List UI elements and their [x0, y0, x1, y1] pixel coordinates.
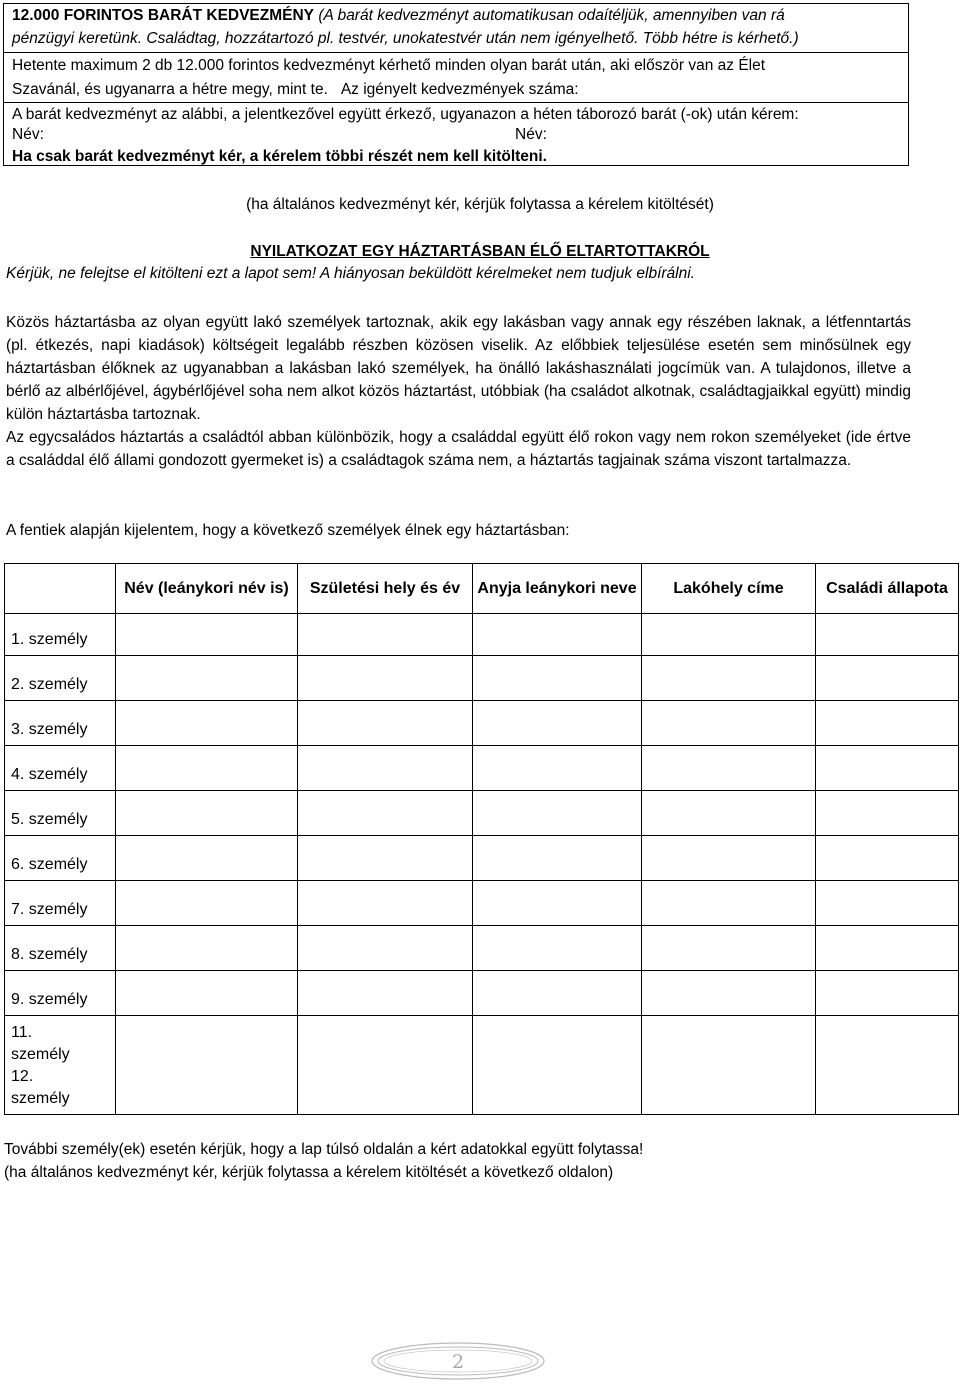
table-row [5, 836, 959, 881]
friend-discount-rule-row [4, 53, 908, 103]
page-number-frame [369, 1340, 547, 1382]
address-cell[interactable] [642, 791, 816, 836]
table-header-row [5, 564, 959, 614]
table-row [5, 881, 959, 926]
mother-cell[interactable] [473, 1016, 642, 1115]
continue-note: (ha általános kedvezményt kér, kérjük folytassa a kérelem kitöltését) [246, 196, 714, 213]
name-cell[interactable] [116, 1016, 298, 1115]
birth-cell[interactable] [298, 971, 473, 1016]
birth-cell[interactable] [298, 881, 473, 926]
address-cell[interactable] [642, 656, 816, 701]
mother-cell[interactable] [473, 791, 642, 836]
friend-name-label-1: Név: [12, 126, 44, 143]
address-cell[interactable] [642, 614, 816, 656]
declaration-heading: NYILATKOZAT EGY HÁZTARTÁSBAN ÉLŐ ELTARTOTTAKRÓL [250, 243, 710, 260]
row-label: 8. személy [5, 926, 116, 971]
header-empty [5, 564, 116, 614]
mother-cell[interactable] [473, 926, 642, 971]
row-label: 2. személy [5, 656, 116, 701]
name-cell[interactable] [116, 881, 298, 926]
status-cell[interactable] [816, 836, 959, 881]
name-cell[interactable] [116, 614, 298, 656]
birth-cell[interactable] [298, 791, 473, 836]
status-cell[interactable] [816, 971, 959, 1016]
name-cell[interactable] [116, 746, 298, 791]
row-label: 4. személy [5, 746, 116, 791]
household-definition [6, 311, 911, 472]
address-cell[interactable] [642, 701, 816, 746]
status-cell[interactable] [816, 614, 959, 656]
status-cell[interactable] [816, 1016, 959, 1115]
address-cell[interactable] [642, 881, 816, 926]
status-cell[interactable] [816, 701, 959, 746]
table-row [5, 701, 959, 746]
household-paragraph-2: Az egycsaládos háztartás a családtól abban különbözik, hogy a családdal együtt élő rokon vagy nem rokon személyeket (ide értve a családdal élő állami gondozott gyermeket is) a családtagok száma nem, a háztartás tagjainak száma viszont tartalmazza. [6, 429, 911, 469]
status-cell[interactable] [816, 746, 959, 791]
address-cell[interactable] [642, 1016, 816, 1115]
birth-cell[interactable] [298, 1016, 473, 1115]
mother-cell[interactable] [473, 656, 642, 701]
friend-discount-rule: Hetente maximum 2 db 12.000 forintos kedvezményt kérhető minden olyan barát után, aki először van az Élet [12, 57, 766, 74]
name-cell[interactable] [116, 656, 298, 701]
table-row [5, 614, 959, 656]
birth-cell[interactable] [298, 926, 473, 971]
name-cell[interactable] [116, 971, 298, 1016]
friend-discount-box [3, 3, 909, 166]
status-cell[interactable] [816, 926, 959, 971]
address-cell[interactable] [642, 746, 816, 791]
page-number-ornament [369, 1340, 547, 1382]
birth-cell[interactable] [298, 656, 473, 701]
mother-cell[interactable] [473, 836, 642, 881]
household-paragraph-1: Közös háztartásba az olyan együtt lakó személyek tartoznak, akik egy lakásban vagy annak egy részében laknak, a létfenntartás (pl. étkezés, napi kiadások) költségeit legalább részben közösen viselik. Az előbbiek teljesülése esetén sem minősülnek egy háztartásban élőknek az ugyanabban a lakásban lakó személyek, ha önálló lakáshasználati jogcímük van. A tulajdonos, illetve a bérlő az albérlőjével, ágybérlőjével soha nem alkot közös háztartást, utóbbiak (ha családot alkotnak, családtagjaikkal együtt) mindig külön háztartásba tartoznak. [6, 314, 911, 423]
status-cell[interactable] [816, 656, 959, 701]
header-name: Név (leánykori név is) [116, 564, 298, 614]
friend-discount-title-row [4, 4, 908, 53]
birth-cell[interactable] [298, 836, 473, 881]
footer-continue-note: (ha általános kedvezményt kér, kérjük folytassa a kérelem kitöltését a következő oldalon) [4, 1164, 614, 1181]
friend-discount-note-cont: pénzügyi keretünk. Családtag, hozzátartozó pl. testvér, unokatestvér után nem igényelhető. Több hétre is kérhető.) [12, 30, 799, 47]
declaration-statement: A fentiek alapján kijelentem, hogy a következő személyek élnek egy háztartásban: [6, 522, 570, 539]
friend-discount-note: (A barát kedvezményt automatikusan odaítéljük, amennyiben van rá [314, 7, 785, 24]
address-cell[interactable] [642, 971, 816, 1016]
status-cell[interactable] [816, 881, 959, 926]
name-cell[interactable] [116, 701, 298, 746]
name-cell[interactable] [116, 791, 298, 836]
row-label: 6. személy [5, 836, 116, 881]
friend-discount-title: 12.000 FORINTOS BARÁT KEDVEZMÉNY [12, 7, 315, 24]
friend-name-label-2: Név: [515, 126, 547, 143]
mother-cell[interactable] [473, 746, 642, 791]
table-row [5, 791, 959, 836]
household-members-table [4, 563, 958, 1120]
birth-cell[interactable] [298, 701, 473, 746]
table-row [5, 1016, 959, 1115]
header-marital-status: Családi állapota [816, 564, 959, 614]
friend-names-row [4, 103, 908, 165]
friend-request-text: A barát kedvezményt az alábbi, a jelentkezővel együtt érkező, ugyanazon a héten táborozó barát (-ok) után kérem: [12, 106, 799, 123]
name-cell[interactable] [116, 926, 298, 971]
header-birth: Születési hely és év [298, 564, 473, 614]
header-mother-name: Anyja leánykori neve [473, 564, 642, 614]
friend-only-note: Ha csak barát kedvezményt kér, a kérelem többi részét nem kell kitölteni. [12, 148, 547, 165]
table-row [5, 656, 959, 701]
mother-cell[interactable] [473, 614, 642, 656]
birth-cell[interactable] [298, 614, 473, 656]
table-row [5, 926, 959, 971]
friend-discount-rule-cont: Szavánál, és ugyanarra a hétre megy, mint te. [12, 81, 328, 98]
table-row [5, 746, 959, 791]
address-cell[interactable] [642, 926, 816, 971]
mother-cell[interactable] [473, 881, 642, 926]
name-cell[interactable] [116, 836, 298, 881]
footer-more-persons: További személy(ek) esetén kérjük, hogy a lap túlsó oldalán a kért adatokkal együtt folytassa! [4, 1141, 644, 1158]
row-label: 7. személy [5, 881, 116, 926]
page-number: 2 [451, 1351, 465, 1373]
row-label: 5. személy [5, 791, 116, 836]
row-label: 1. személy [5, 614, 116, 656]
warning-text: Kérjük, ne felejtse el kitölteni ezt a lapot sem! A hiányosan beküldött kérelmeket nem tudjuk elbírálni. [6, 265, 695, 282]
mother-cell[interactable] [473, 971, 642, 1016]
birth-cell[interactable] [298, 746, 473, 791]
address-cell[interactable] [642, 836, 816, 881]
discount-count-label: Az igényelt kedvezmények száma: [340, 81, 579, 98]
mother-cell[interactable] [473, 701, 642, 746]
table-row [5, 971, 959, 1016]
row-label: 9. személy [5, 971, 116, 1016]
row-label: 3. személy [5, 701, 116, 746]
status-cell[interactable] [816, 791, 959, 836]
row-label-11-12: 11. személy 12. személy [5, 1016, 116, 1115]
header-address: Lakóhely címe [642, 564, 816, 614]
